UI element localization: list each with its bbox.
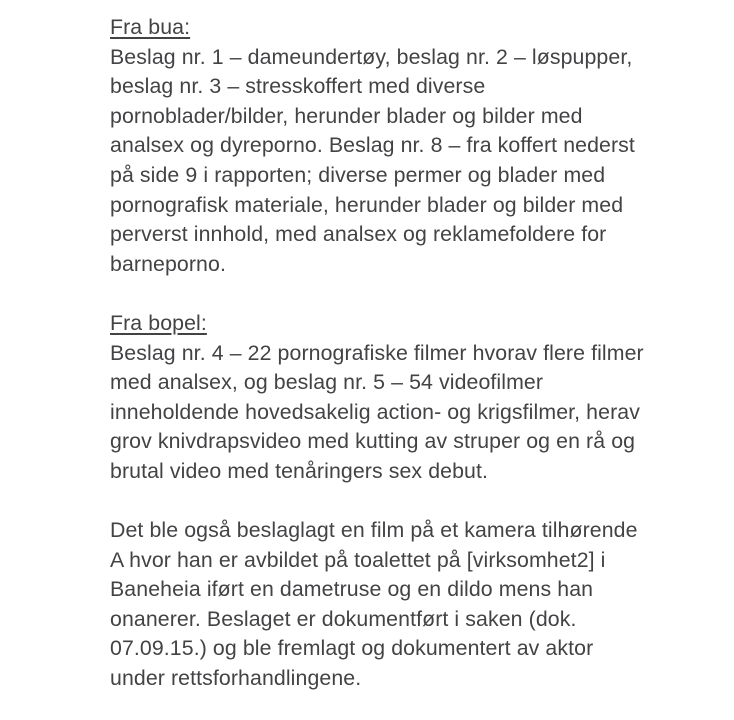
text-line: onanerer. Beslaget er dokumentført i saken (dok. (110, 606, 577, 631)
text-line: perverst innhold, med analsex og reklamefoldere for (110, 222, 607, 247)
text-line: Baneheia iført en dametruse og en dildo mens han (110, 577, 594, 602)
text-line: brutal video med tenåringers sex debut. (110, 458, 488, 483)
section-kamera (110, 516, 639, 694)
text-line: grov knivdrapsvideo med kutting av struper og en rå og (110, 429, 636, 454)
text-line: Beslag nr. 1 – dameundertøy, beslag nr. 2 – løspupper, (110, 44, 633, 69)
text-line: analsex og dyreporno. Beslag nr. 8 – fra koffert nederst (110, 133, 635, 158)
text-line: på side 9 i rapporten; diverse permer og blader med (110, 162, 606, 187)
text-line: Beslag nr. 4 – 22 pornografiske filmer hvorav flere filmer (110, 340, 644, 365)
section-fra-bua (110, 13, 639, 279)
text-line: beslag nr. 3 – stresskoffert med diverse (110, 74, 486, 99)
text-line: inneholdende hovedsakelig action- og krigsfilmer, herav (110, 399, 640, 424)
text-line: under rettsforhandlingene. (110, 666, 362, 691)
text-line: pornoblader/bilder, herunder blader og bilder med (110, 103, 583, 128)
text-line: barneporno. (110, 251, 226, 276)
section-heading: Fra bua: (110, 15, 191, 39)
text-line: A hvor han er avbildet på toalettet på [virksomhet2] i (110, 547, 606, 572)
text-line: pornografisk materiale, herunder blader og bilder med (110, 192, 624, 217)
text-line: med analsex, og beslag nr. 5 – 54 videofilmer (110, 370, 544, 395)
section-fra-bopel (110, 309, 644, 487)
section-heading: Fra bopel: (110, 310, 207, 335)
text-line: Det ble også beslaglagt en film på et kamera tilhørende (110, 518, 638, 543)
text-line: 07.09.15.) og ble fremlagt og dokumentert av aktor (110, 636, 594, 661)
